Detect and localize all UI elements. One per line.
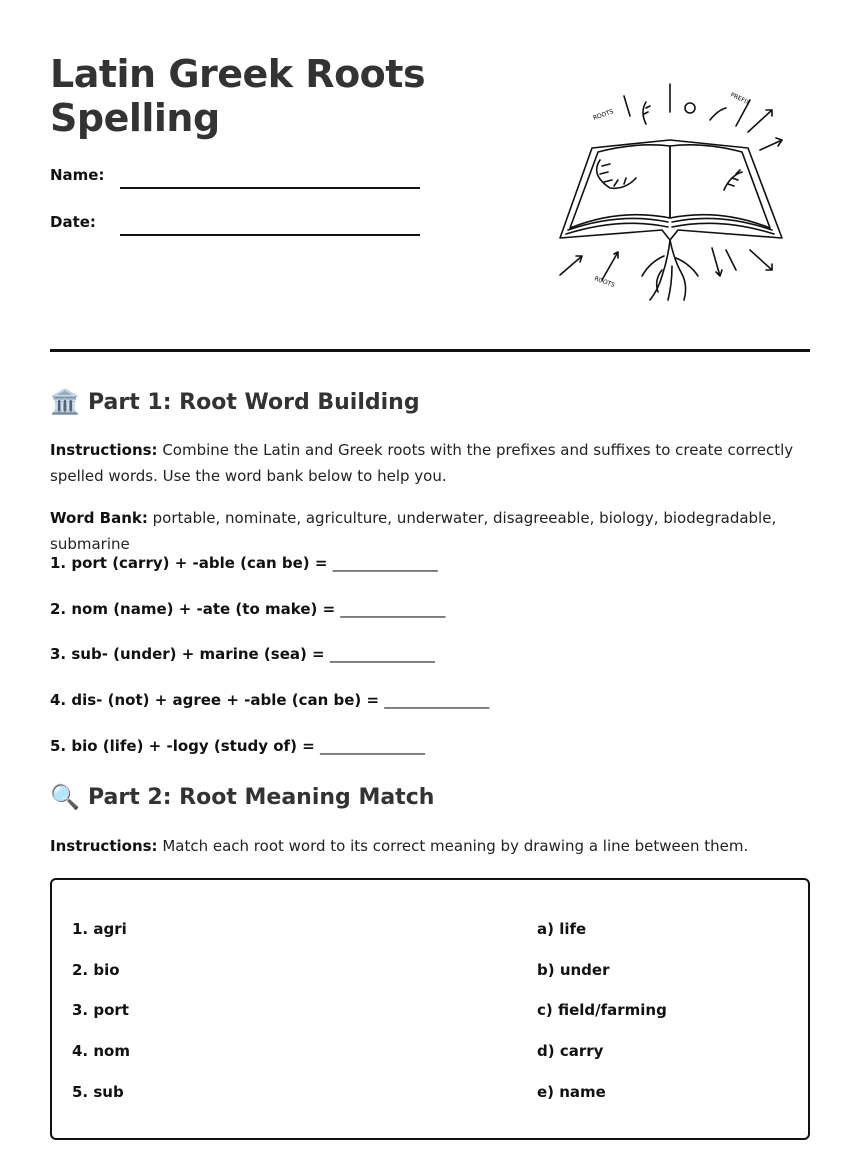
part1-instructions-label: Instructions: — [50, 441, 158, 459]
part2-instructions-label: Instructions: — [50, 837, 158, 855]
meaning-item-b[interactable]: b) under — [537, 961, 610, 979]
part2-instructions — [50, 833, 810, 859]
open-book-with-roots-icon — [550, 80, 790, 310]
illustration-label-roots-bottom: ROOTS — [593, 275, 616, 290]
title-line-2: Spelling — [50, 96, 220, 140]
title-line-1: Latin Greek Roots — [50, 52, 426, 96]
answer-blank-1[interactable]: ______________ — [332, 554, 438, 572]
answer-blank-5[interactable]: ______________ — [319, 737, 425, 755]
part2-heading-text: Part 2: Root Meaning Match — [88, 784, 435, 810]
question-2-text: 2. nom (name) + -ate (to make) = — [50, 600, 336, 618]
question-3 — [50, 645, 435, 663]
root-item-1[interactable]: 1. agri — [72, 920, 127, 938]
question-3-text: 3. sub- (under) + marine (sea) = — [50, 645, 325, 663]
word-bank — [50, 505, 810, 557]
part2-instructions-text: Match each root word to its correct meaning by drawing a line between them. — [157, 837, 749, 855]
date-label: Date: — [50, 213, 96, 231]
root-item-2[interactable]: 2. bio — [72, 961, 120, 979]
question-1-text: 1. port (carry) + -able (can be) = — [50, 554, 328, 572]
question-2 — [50, 600, 445, 618]
answer-blank-3[interactable]: ______________ — [329, 645, 435, 663]
root-item-3[interactable]: 3. port — [72, 1001, 129, 1019]
meaning-item-a[interactable]: a) life — [537, 920, 587, 938]
page-title — [50, 52, 490, 140]
part1-heading-text: Part 1: Root Word Building — [88, 389, 420, 415]
answer-blank-2[interactable]: ______________ — [340, 600, 446, 618]
part1-instructions-text: Combine the Latin and Greek roots with the prefixes and suffixes to create correctly spelled words. Use the word bank below to help you. — [50, 441, 794, 485]
illustration-label-prefix: PREFIX — [729, 91, 752, 107]
meaning-item-c[interactable]: c) field/farming — [537, 1001, 667, 1019]
question-1 — [50, 554, 438, 572]
meaning-item-e[interactable]: e) name — [537, 1083, 606, 1101]
part1-instructions — [50, 437, 810, 489]
question-5-text: 5. bio (life) + -logy (study of) = — [50, 737, 315, 755]
date-field[interactable] — [120, 234, 420, 236]
name-label: Name: — [50, 166, 105, 184]
meaning-item-d[interactable]: d) carry — [537, 1042, 604, 1060]
question-4-text: 4. dis- (not) + agree + -able (can be) = — [50, 691, 380, 709]
question-5 — [50, 737, 425, 755]
illustration-label-roots: ROOTS — [592, 108, 615, 122]
name-field[interactable] — [120, 187, 420, 189]
answer-blank-4[interactable]: ______________ — [384, 691, 490, 709]
question-4 — [50, 691, 489, 709]
matching-box — [50, 878, 810, 1140]
word-bank-text: portable, nominate, agriculture, underwater, disagreeable, biology, biodegradable, submarine — [50, 509, 777, 553]
root-item-5[interactable]: 5. sub — [72, 1083, 124, 1101]
word-bank-label: Word Bank: — [50, 509, 148, 527]
magnifying-glass-icon: 🔍 — [50, 783, 80, 811]
divider — [50, 349, 810, 352]
classical-building-icon: 🏛️ — [50, 388, 80, 416]
root-item-4[interactable]: 4. nom — [72, 1042, 130, 1060]
part1-heading — [50, 388, 420, 416]
part2-heading — [50, 783, 434, 811]
